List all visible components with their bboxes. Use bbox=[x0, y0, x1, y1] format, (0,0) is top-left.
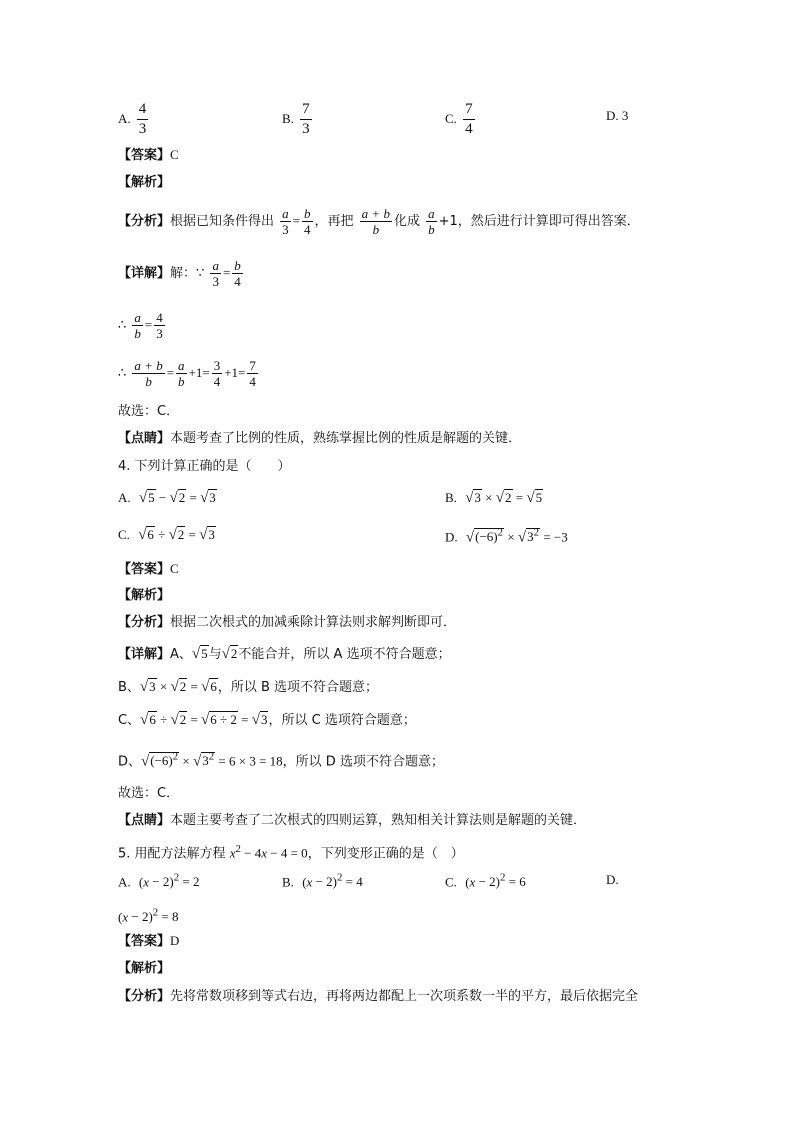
q4-answer: 【答案】C bbox=[118, 561, 179, 577]
q4-option-a: A. √5 − √2 = √3 bbox=[118, 490, 216, 506]
q4-detail-d: D、$√(-6)^2 \times √3^2 = 6 \times 3 = 18$，所以 D 选项不符合题意； bbox=[118, 751, 444, 770]
q4-option-c: C. √6 ÷ √2 = √3 bbox=[118, 527, 215, 543]
q4-option-d: D. $√(-6)^2 \times √3^2 = -3$ bbox=[445, 527, 568, 546]
q3-fenxi: 【分析】根据已知条件得出 $\frac{a}{3}$ = $\frac{b}{4}$ ，再把 $\frac{a + b}{b}$ 化成 $\frac{a}{b}$ +1，然后进行计算即可得出答案． bbox=[118, 206, 640, 237]
q4-stem: 4. 下列计算正确的是（ ） bbox=[118, 459, 291, 474]
q5-option-a: A. $(x - 2)^2 = 2$ bbox=[118, 872, 200, 890]
q5-option-c: C. $(x - 2)^2 = 6$ bbox=[445, 872, 526, 890]
q3-analysis-tag: 【解析】 bbox=[118, 175, 171, 190]
q5-answer: 【答案】D bbox=[118, 933, 180, 949]
q4-detail-b: B、√3 × √2 = √6，所以 B 选项不符合题意； bbox=[118, 679, 378, 695]
q3-step-1: ∴ $\frac{a}{b}$ = $\frac{4}{3}$ bbox=[118, 310, 163, 341]
q4-analysis-tag: 【解析】 bbox=[118, 588, 171, 603]
q3-review: 【点睛】本题考查了比例的性质，熟练掌握比例的性质是解题的关键． bbox=[118, 431, 522, 446]
q4-detail-c: C、√6 ÷ √2 = √6 ÷ 2 = √3，所以 C 选项符合题意； bbox=[118, 712, 416, 728]
q3-option-a: A. $\frac{4}{3}$ bbox=[118, 101, 147, 137]
q4-review: 【点睛】本题主要考查了二次根式的四则运算，熟知相关计算法则是解题的关键． bbox=[118, 813, 587, 828]
q3-detail: 【详解】解：∵ $\frac{a}{3}$ = $\frac{b}{4}$ bbox=[118, 258, 241, 289]
q5-stem: 5. 用配方法解方程 $x^2 - 4x - 4 = 0$，下列变形正确的是（ ） bbox=[118, 843, 464, 862]
q5-option-d: $(x - 2)^2 = 8$ bbox=[118, 907, 179, 925]
q4-option-b: B. √3 × √2 = √5 bbox=[445, 490, 543, 506]
q3-option-d: D. 3 bbox=[606, 108, 629, 123]
q4-conclusion: 故选：C． bbox=[118, 786, 180, 801]
q5-analysis-tag: 【解析】 bbox=[118, 961, 171, 976]
q5-fenxi: 【分析】先将常数项移到等式右边，再将两边都配上一次项系数一半的平方，最后依据完全 bbox=[118, 989, 639, 1004]
q3-option-b: B. $\frac{7}{3}$ bbox=[282, 101, 310, 137]
q4-detail-a: 【详解】A、√5与√2不能合并，所以 A 选项不符合题意； bbox=[118, 646, 451, 662]
q3-option-c: C. $\frac{7}{4}$ bbox=[445, 101, 473, 137]
q3-answer: 【答案】C bbox=[118, 147, 179, 163]
q4-fenxi: 【分析】根据二次根式的加减乘除计算法则求解判断即可． bbox=[118, 615, 457, 630]
q5-option-d-label: D. bbox=[606, 872, 619, 887]
q3-conclusion: 故选：C． bbox=[118, 404, 180, 419]
q5-option-b: B. $(x - 2)^2 = 4$ bbox=[282, 872, 363, 890]
q3-step-2: ∴ $\frac{a + b}{b}$ = $\frac{a}{b}$ +1= $\frac{3}{4}$ +1= $\frac{7}{4}$ bbox=[118, 358, 256, 389]
